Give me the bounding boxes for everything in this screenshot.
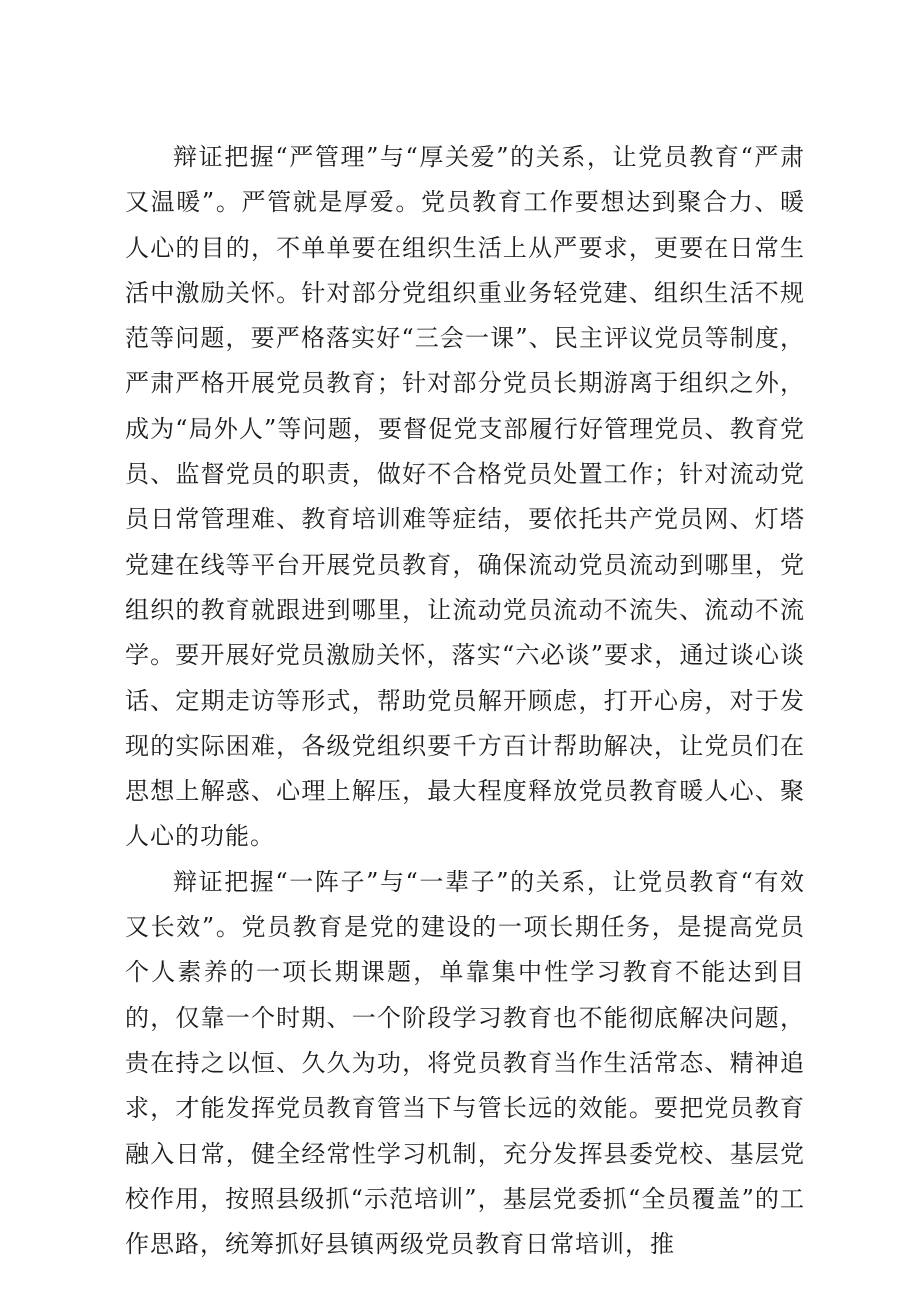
paragraph-strict-management: 辩证把握“严管理”与“厚关爱”的关系，让党员教育“严肃又温暖”。严管就是厚爱。党员教育工作要想达到聚合力、暖人心的目的，不单单要在组织生活上从严要求，更要在日常生活中激励关怀。针对部分党组织重业务轻党建、组织生活不规范等问题，要严格落实好“三会一课”、民主评议党员等制度，严肃严格开展党员教育；针对部分党员长期游离于组织之外，成为“局外人”等问题，要督促党支部履行好管理党员、教育党员、监督党员的职责，做好不合格党员处置工作；针对流动党员日常管理难、教育培训难等症结，要依托共产党员网、灯塔党建在线等平台开展党员教育，确保流动党员流动到哪里，党组织的教育就跟进到哪里，让流动党员流动不流失、流动不流学。要开展好党员激励关怀，落实“六必谈”要求，通过谈心谈话、定期走访等形式，帮助党员解开顾虑，打开心房，对于发现的实际困难，各级党组织要千方百计帮助解决，让党员们在思想上解惑、心理上解压，最大程度释放党员教育暖人心、聚人心的功能。 [125, 143, 805, 851]
paragraph-long-term-education: 辩证把握“一阵子”与“一辈子”的关系，让党员教育“有效又长效”。党员教育是党的建设的一项长期任务，是提高党员个人素养的一项长期课题，单靠集中性学习教育不能达到目的，仅靠一个时期、一个阶段学习教育也不能彻底解决问题，贵在持之以恒、久久为功，将党员教育当作生活常态、精神追求，才能发挥党员教育管当下与管长远的效能。要把党员教育融入日常，健全经常性学习机制，充分发挥县委党校、基层党校作用，按照县级抓“示范培训”，基层党委抓“全员覆盖”的工作思路，统筹抓好县镇两级党员教育日常培训，推 [125, 867, 805, 1259]
